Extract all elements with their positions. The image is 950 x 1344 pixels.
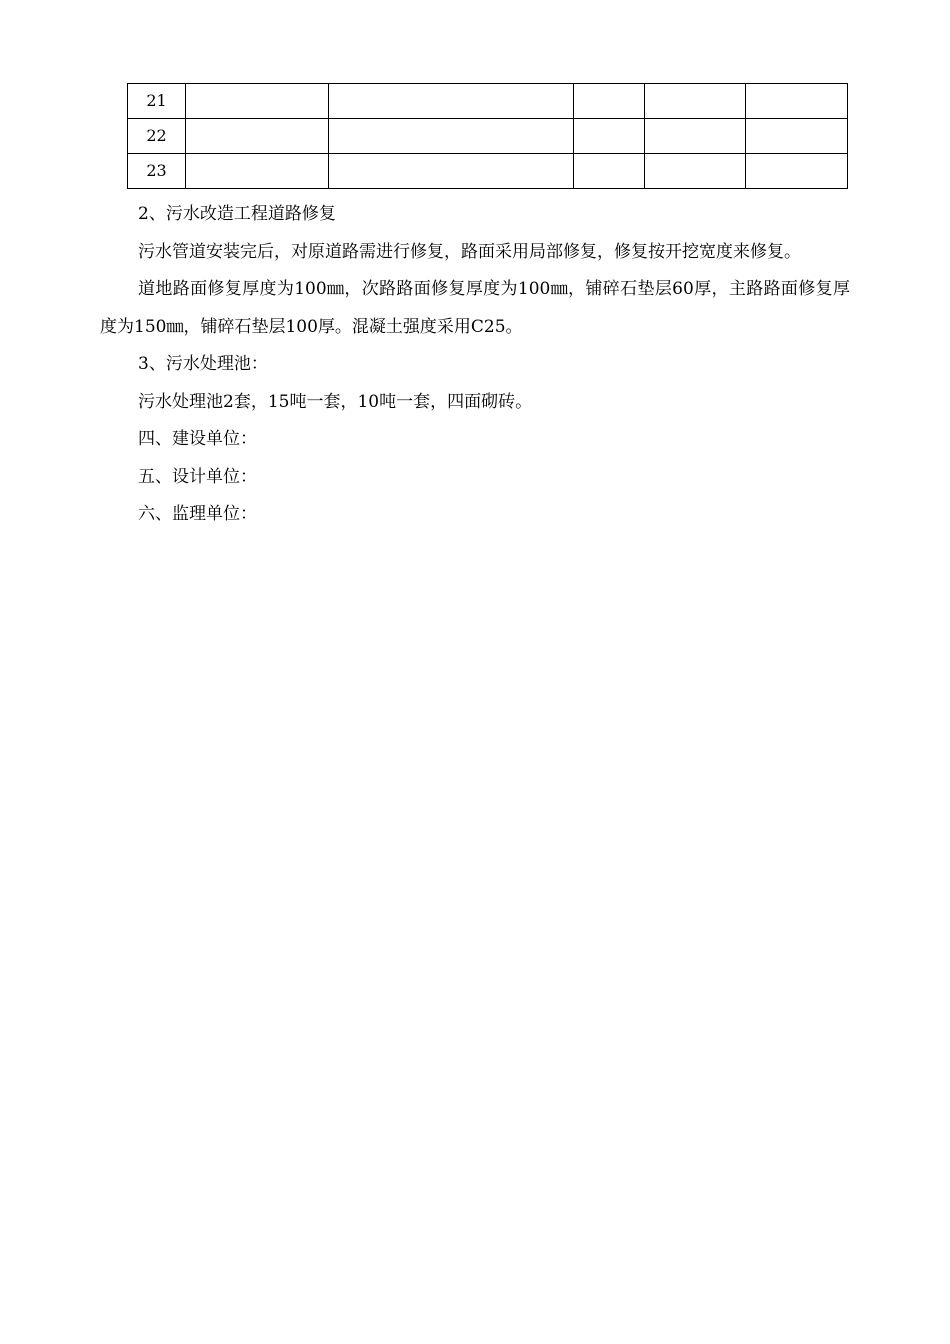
- body-text: [100, 196, 850, 534]
- row-number-cell: 22: [128, 119, 186, 154]
- table-cell: [746, 84, 848, 119]
- table-cell: [186, 84, 329, 119]
- table-row: [128, 119, 848, 154]
- table-cell: [186, 119, 329, 154]
- table-cell: [329, 154, 574, 189]
- section-heading-supervision-unit: 六、监理单位：: [138, 504, 257, 524]
- table-cell: [574, 119, 645, 154]
- data-table: [127, 83, 848, 189]
- row-number-cell: 23: [128, 154, 186, 189]
- section-heading-treatment-tank: 3、污水处理池：: [138, 354, 268, 374]
- table-row: [128, 154, 848, 189]
- table-cell: [329, 119, 574, 154]
- paragraph-treatment-tank: 污水处理池2套，15吨一套，10吨一套，四面砌砖。: [138, 391, 533, 412]
- table-cell: [645, 84, 746, 119]
- section-heading-road-repair: 2、污水改造工程道路修复: [138, 204, 336, 224]
- table-cell: [645, 119, 746, 154]
- paragraph-road-repair: 污水管道安装完后，对原道路需进行修复，路面采用局部修复，修复按开挖宽度来修复。: [138, 241, 801, 262]
- table-row: [128, 84, 848, 119]
- section-heading-construction-unit: 四、建设单位：: [138, 429, 257, 449]
- table-cell: [574, 154, 645, 189]
- row-number-cell: 21: [128, 84, 186, 119]
- section-heading-design-unit: 五、设计单位：: [138, 466, 257, 487]
- table-cell: [645, 154, 746, 189]
- table-cell: [186, 154, 329, 189]
- paragraph-repair-thickness: 道地路面修复厚度为100㎜，次路路面修复厚度为100㎜，铺碎石垫层60厚，主路路面修复厚度为150㎜，铺碎石垫层100厚。混凝土强度采用C25。: [100, 279, 850, 337]
- table-cell: [746, 154, 848, 189]
- table-cell: [329, 84, 574, 119]
- table-cell: [746, 119, 848, 154]
- table-cell: [574, 84, 645, 119]
